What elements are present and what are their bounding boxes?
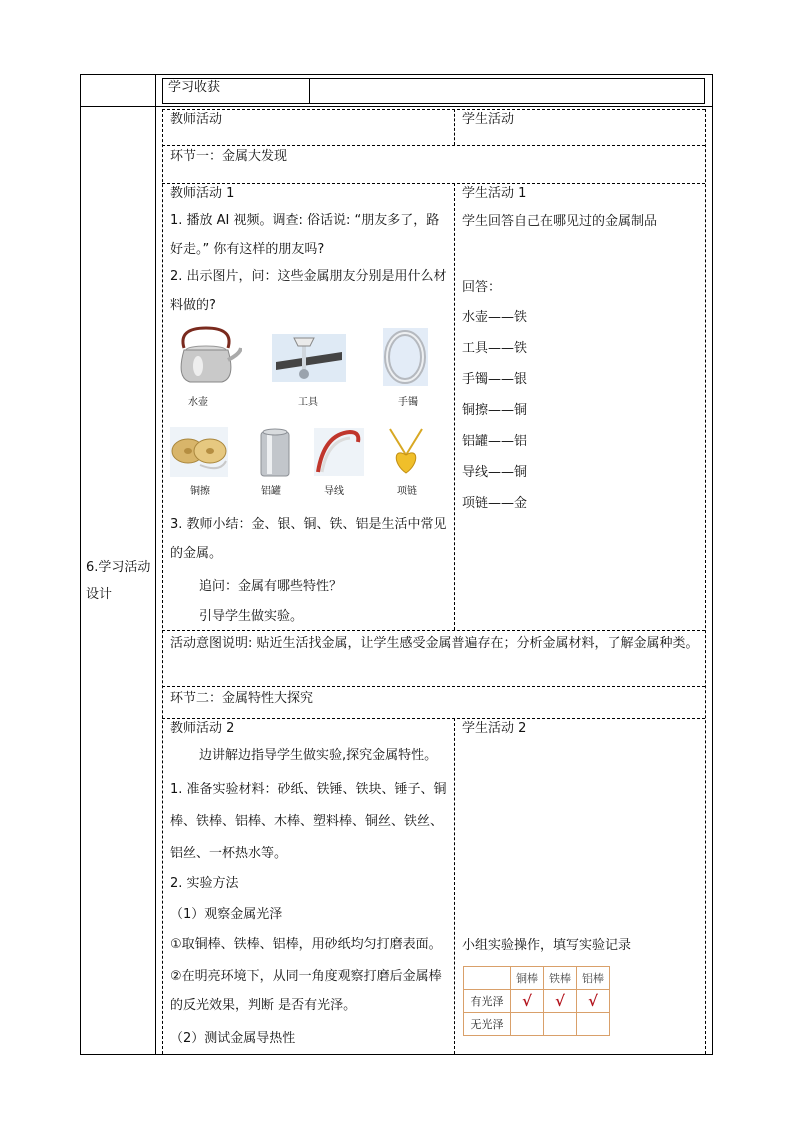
record-row-label: 无光泽 [464, 1013, 511, 1036]
teacher-item-3: 3. 教师小结：金、银、铜、铁、铝是生活中常见的金属。 [170, 517, 447, 561]
answer-item: 铝罐——铝 [462, 434, 528, 449]
luster-step-1: ①取铜棒、铁棒、铝棒，用砂纸均匀打磨表面。 [170, 937, 442, 952]
teacher-activity-1-title: 教师活动 1 [170, 186, 235, 201]
table-row [464, 990, 610, 1013]
teacher-activity-2-intro: 边讲解边指导学生做实验,探究金属特性。 [199, 748, 438, 763]
check-mark-cell [577, 1013, 610, 1036]
student-activity-1-title: 学生活动 1 [462, 186, 527, 201]
teacher-activity-header: 教师活动 [170, 112, 223, 127]
section-label: 6.学习活动设计 [86, 560, 151, 602]
table-row [464, 1013, 610, 1036]
record-header-cell: 铁棒 [544, 967, 577, 990]
tool-icon [272, 334, 346, 382]
student-activity-2-title: 学生活动 2 [462, 721, 527, 736]
bracelet-icon [383, 328, 428, 386]
part1-title: 环节一：金属大发现 [170, 149, 288, 164]
answer-item: 工具——铁 [462, 341, 528, 356]
experiment-method: 2. 实验方法 [170, 876, 239, 891]
sub-step-heat: （2）测试金属导热性 [170, 1031, 296, 1046]
cymbals-icon [170, 427, 228, 477]
student-activity-header: 学生活动 [462, 112, 515, 127]
record-header-cell: 铜棒 [511, 967, 544, 990]
teacher-activity-2-title: 教师活动 2 [170, 721, 235, 736]
table-row [464, 967, 610, 990]
activity-intent: 活动意图说明: 贴近生活找金属，让学生感受金属普遍存在；分析金属材料，了解金属种类。 [170, 636, 699, 651]
can-icon [258, 428, 292, 478]
check-mark-cell [511, 1013, 544, 1036]
kettle-caption: 水壶 [188, 397, 208, 408]
answer-item: 项链——金 [462, 496, 528, 511]
check-mark-cell: √ [511, 990, 544, 1013]
necklace-caption: 项链 [397, 486, 417, 497]
student-activity-2-text: 小组实验操作，填写实验记录 [462, 938, 632, 953]
check-mark-cell: √ [544, 990, 577, 1013]
check-mark-cell [544, 1013, 577, 1036]
answer-item: 手镯——银 [462, 372, 528, 387]
experiment-record-table [463, 966, 610, 1036]
answer-item: 水壶——铁 [462, 310, 528, 325]
answer-label: 回答： [462, 280, 502, 295]
experiment-materials: 1. 准备实验材料：砂纸、铁锤、铁块、锤子、铜棒、铁棒、铝棒、木棒、塑料棒、铜丝、铁丝、铝丝、一杯热水等。 [170, 782, 447, 861]
bracelet-caption: 手镯 [398, 397, 418, 408]
teacher-item-2: 2. 出示图片，问：这些金属朋友分别是用什么材料做的? [170, 269, 447, 313]
guide-experiment: 引导学生做实验。 [199, 609, 304, 624]
tool-caption: 工具 [298, 397, 318, 408]
answer-item: 导线——铜 [462, 465, 528, 480]
necklace-icon [386, 427, 426, 477]
record-header-cell [464, 967, 511, 990]
sub-step-luster: （1）观察金属光泽 [170, 907, 283, 922]
luster-step-2: ②在明亮环境下，从同一角度观察打磨后金属棒的反光效果，判断 是否有光泽。 [170, 969, 442, 1013]
kettle-icon [170, 326, 242, 386]
learning-harvest-label: 学习收获 [168, 80, 221, 95]
teacher-item-1: 1. 播放 AI 视频。调查: 俗话说: “朋友多了，路好走。” 你有这样的朋友吗? [170, 213, 440, 257]
answer-item: 铜擦——铜 [462, 403, 528, 418]
record-row-label: 有光泽 [464, 990, 511, 1013]
cymbals-caption: 铜擦 [190, 486, 210, 497]
check-mark-cell: √ [577, 990, 610, 1013]
can-caption: 铝罐 [261, 486, 281, 497]
student-activity-1-text: 学生回答自己在哪见过的金属制品 [462, 214, 658, 229]
follow-up-question: 追问：金属有哪些特性？ [199, 579, 343, 594]
wire-icon [314, 428, 364, 476]
wire-caption: 导线 [324, 486, 344, 497]
part2-title: 环节二：金属特性大探究 [170, 691, 314, 706]
record-header-cell: 铝棒 [577, 967, 610, 990]
